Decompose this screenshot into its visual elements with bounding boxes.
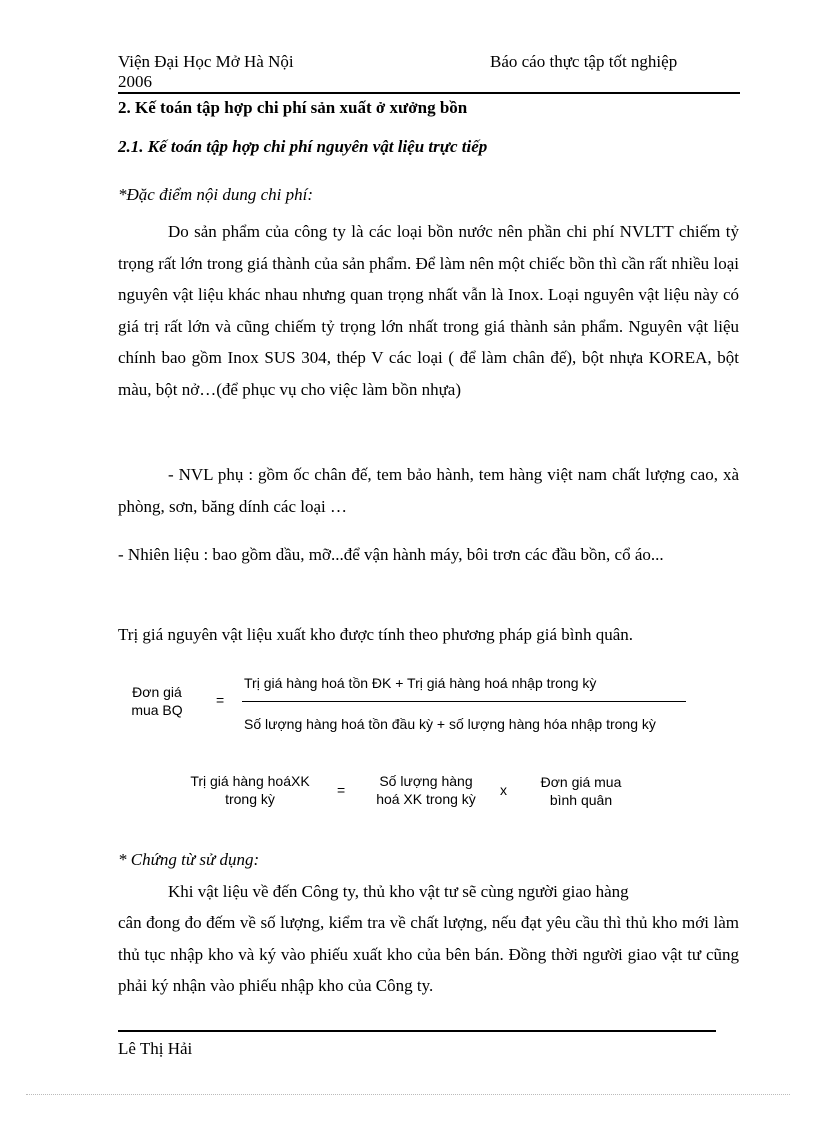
documents-paragraph-first-line: Khi vật liệu về đến Công ty, thủ kho vật tư sẽ cùng người giao hàng xyxy=(168,882,629,901)
header-institution: Viện Đại Học Mở Hà Nội xyxy=(118,52,294,71)
formula1-lhs-line1: Đơn giá xyxy=(132,684,182,700)
paragraph-valuation-method: Trị giá nguyên vật liệu xuất kho được tính theo phương pháp giá bình quân. xyxy=(118,625,634,644)
page-bottom-border xyxy=(26,1094,790,1095)
formula2-lhs xyxy=(178,772,322,808)
formula1-numerator: Trị giá hàng hoá tồn ĐK + Trị giá hàng hoá nhập trong kỳ xyxy=(244,675,597,691)
documents-paragraph: cân đong đo đếm về số lượng, kiểm tra về chất lượng, nếu đạt yêu cầu thì thủ kho mới làm thủ tục nhập kho và ký vào phiếu xuất kho của bên bán. Đồng thời người giao vật tư cũng phải ký nhận vào phiếu nhập kho của Công ty. xyxy=(118,913,739,995)
paragraph-auxiliary-materials: - NVL phụ : gồm ốc chân đế, tem bảo hành, tem hàng việt nam chất lượng cao, xà phòng, sơn, băng dính các loại … xyxy=(118,465,739,516)
formula2-term2-line1: Đơn giá mua xyxy=(540,774,622,790)
formula2-quantity-term xyxy=(362,772,490,808)
header-report-title: Báo cáo thực tập tốt nghiệp xyxy=(490,52,678,71)
documents-label: * Chứng từ sử dụng: xyxy=(118,850,260,869)
header-rule xyxy=(118,92,740,94)
formula2-term1-line1: Số lượng hàng xyxy=(379,773,473,789)
formula2-term1-line2: hoá XK trong kỳ xyxy=(376,791,476,807)
header-year: 2006 xyxy=(118,72,152,91)
characteristics-label: *Đặc điểm nội dung chi phí: xyxy=(118,185,313,204)
formula1-fraction-bar xyxy=(242,701,686,702)
formula1-lhs xyxy=(122,683,192,719)
footer-rule xyxy=(118,1030,716,1032)
formula1-denominator: Số lượng hàng hoá tồn đầu kỳ + số lượng hàng hóa nhập trong kỳ xyxy=(244,716,656,732)
formula2-lhs-line1: Trị giá hàng hoáXK xyxy=(190,773,310,789)
formula2-unit-price-term xyxy=(528,773,634,809)
formula2-term2-line2: bình quân xyxy=(549,792,613,808)
formula2-lhs-line2: trong kỳ xyxy=(225,791,275,807)
formula1-lhs-line2: mua BQ xyxy=(131,702,183,718)
paragraph-fuel: - Nhiên liệu : bao gồm dầu, mỡ...để vận hành máy, bôi trơn các đầu bồn, cổ áo... xyxy=(118,545,664,564)
formula2-times: x xyxy=(500,782,507,798)
formula2-equals: = xyxy=(337,782,346,798)
section-heading: 2. Kế toán tập hợp chi phí sản xuất ở xưởng bồn xyxy=(118,98,468,117)
footer-author: Lê Thị Hải xyxy=(118,1039,193,1058)
section-subheading: 2.1. Kế toán tập hợp chi phí nguyên vật liệu trực tiếp xyxy=(118,137,488,156)
formula1-equals: = xyxy=(216,692,225,708)
paragraph-main-materials: Do sản phẩm của công ty là các loại bồn nước nên phần chi phí NVLTT chiếm tỷ trọng rất lớn trong giá thành của sản phẩm. Để làm nên một chiếc bồn thì cần rất nhiều loại nguyên vật liệu khác nhau nhưng quan trọng nhất vẫn là Inox. Loại nguyên vật liệu này có giá trị rất lớn và cũng chiếm tỷ trọng lớn nhất trong giá thành sản phẩm. Nguyên vật liệu chính bao gồm Inox SUS 304, thép V các loại ( để làm chân đế), bột nhựa KOREA, bột màu, bột nở…(để phục vụ cho việc làm bồn nhựa) xyxy=(118,222,739,399)
